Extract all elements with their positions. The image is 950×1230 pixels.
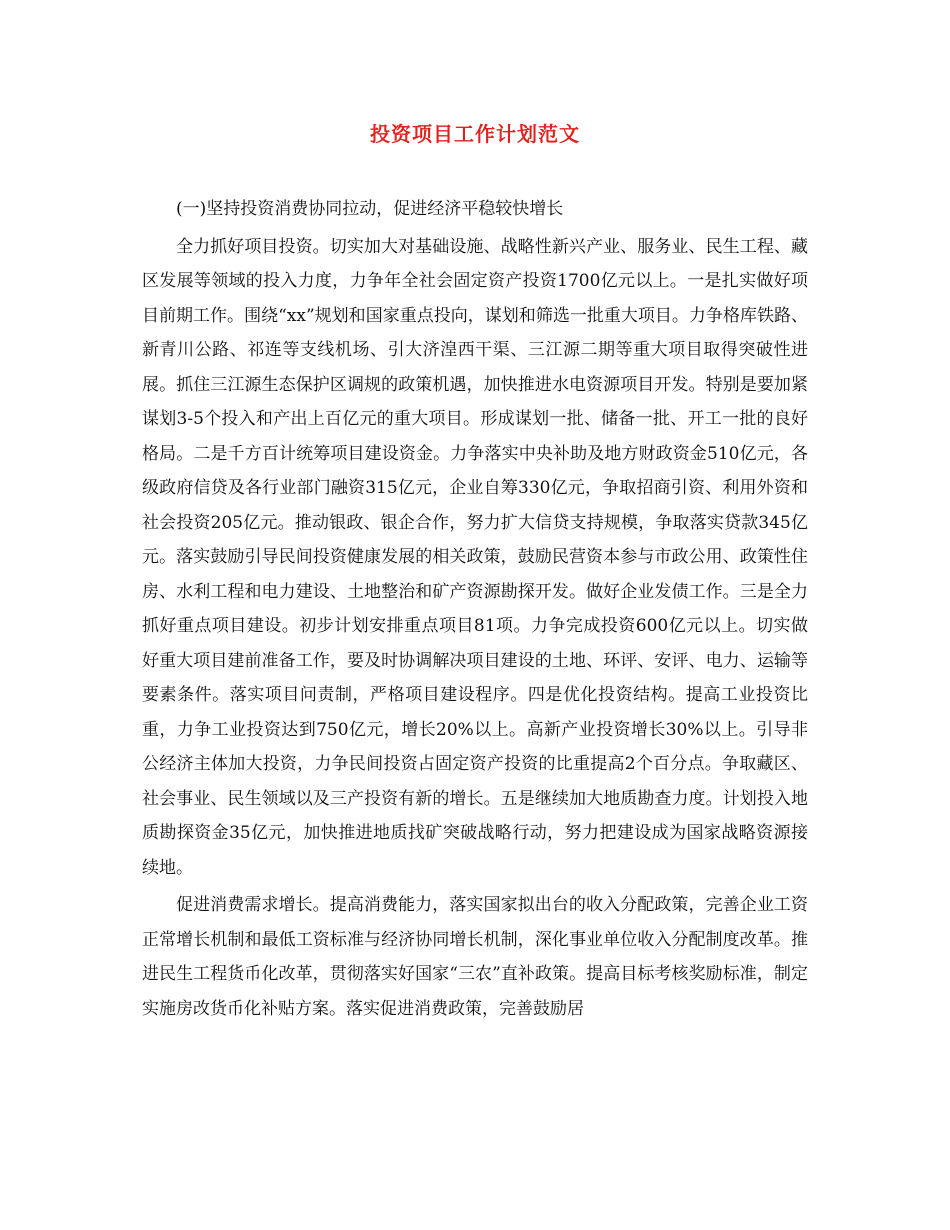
document-body (142, 192, 808, 1026)
paragraph-consumption-demand: 促进消费需求增长。提高消费能力，落实国家拟出台的收入分配政策，完善企业工资正常增长机制和最低工资标准与经济协同增长机制，深化事业单位收入分配制度改革。推进民生工程货币化改革，贯彻落实好国家“三农”直补政策。提高目标考核奖励标准，制定实施房改货币化补贴方案。落实促进消费政策，完善鼓励居 (142, 895, 808, 1019)
document-title: 投资项目工作计划范文 (370, 122, 580, 146)
paragraph-project-investment: 全力抓好项目投资。切实加大对基础设施、战略性新兴产业、服务业、民生工程、藏区发展等领域的投入力度，力争年全社会固定资产投资1700亿元以上。一是扎实做好项目前期工作。围绕“xx”规划和国家重点投向，谋划和筛选一批重大项目。力争格库铁路、新青川公路、祁连等支线机场、引大济湟西干渠、三江源二期等重大项目取得突破性进展。抓住三江源生态保护区调规的政策机遇，加快推进水电资源项目开发。特别是要加紧谋划3-5个投入和产出上百亿元的重大项目。形成谋划一批、储备一批、开工一批的良好格局。二是千方百计统筹项目建设资金。力争落实中央补助及地方财政资金510亿元，各级政府信贷及各行业部门融资315亿元，企业自筹330亿元，争取招商引资、利用外资和社会投资205亿元。推动银政、银企合作，努力扩大信贷支持规模，争取落实贷款345亿元。落实鼓励引导民间投资健康发展的相关政策，鼓励民营资本参与市政公用、政策性住房、水利工程和电力建设、土地整治和矿产资源勘探开发。做好企业发债工作。三是全力抓好重点项目建设。初步计划安排重点项目81项。力争完成投资600亿元以上。切实做好重大项目建前准备工作，要及时协调解决项目建设的土地、环评、安评、电力、运输等要素条件。落实项目问责制，严格项目建设程序。四是优化投资结构。提高工业投资比重，力争工业投资达到750亿元，增长20%以上。高新产业投资增长30%以上。引导非公经济主体加大投资，力争民间投资占固定资产投资的比重提高2个百分点。争取藏区、社会事业、民生领域以及三产投资有新的增长。五是继续加大地质勘查力度。计划投入地质勘探资金35亿元，加快推进地质找矿突破战略行动，努力把建设成为国家战略资源接续地。 (142, 236, 808, 878)
section-heading: (一)坚持投资消费协同拉动，促进经济平稳较快增长 (176, 199, 564, 219)
